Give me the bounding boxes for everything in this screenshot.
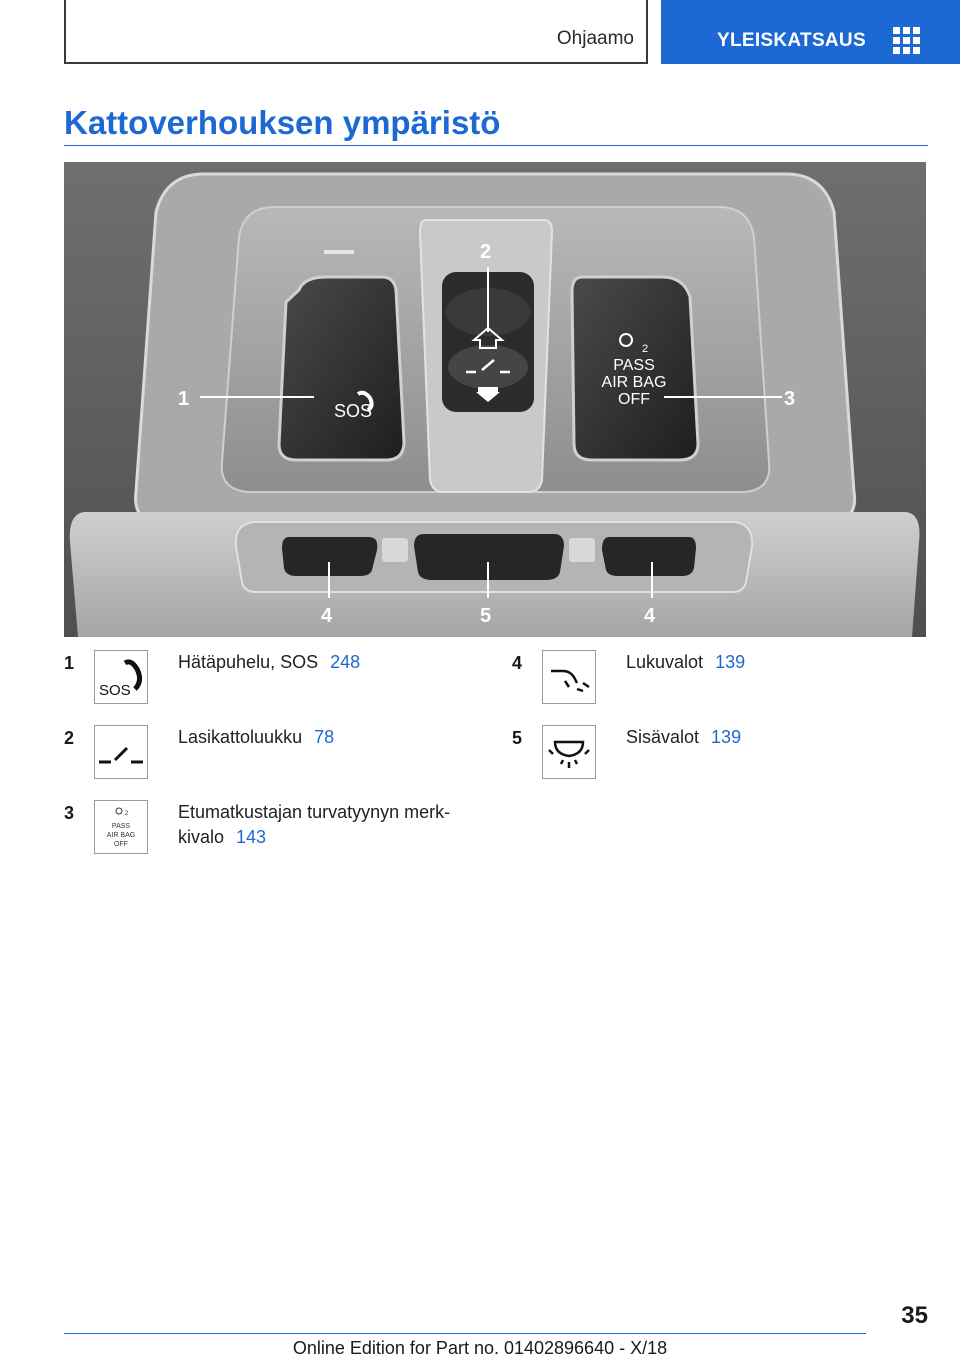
page-ref-link[interactable]: 248 bbox=[330, 652, 361, 672]
page-ref-link[interactable]: 143 bbox=[236, 827, 267, 847]
footer-edition: Online Edition for Part no. 01402896640 - X/18 bbox=[292, 1338, 668, 1358]
legend-number: 4 bbox=[512, 653, 523, 673]
svg-text:2: 2 bbox=[125, 811, 129, 817]
airbag-label-line-3: OFF bbox=[618, 391, 650, 408]
header-chapter-title: YLEISKATSAUS bbox=[717, 30, 866, 51]
legend-number: 3 bbox=[64, 803, 75, 823]
reading-light-icon bbox=[542, 650, 596, 704]
svg-text:OFF: OFF bbox=[114, 841, 128, 848]
grid-menu-icon[interactable] bbox=[893, 27, 921, 55]
legend-number: 2 bbox=[64, 728, 75, 748]
interior-light-icon bbox=[542, 725, 596, 779]
page-ref-link[interactable]: 139 bbox=[711, 727, 742, 747]
page-title: Kattoverhouksen ympäristö bbox=[64, 104, 501, 141]
svg-text:SOS: SOS bbox=[99, 682, 131, 699]
svg-text:2: 2 bbox=[642, 343, 649, 355]
svg-text:PASS: PASS bbox=[111, 823, 131, 830]
title-divider bbox=[64, 145, 928, 146]
legend-item-text: Etumatkustajan turvatyynyn merk- kivalo 143 bbox=[178, 802, 451, 847]
callout-5: 5 bbox=[480, 605, 492, 627]
callout-1: 1 bbox=[178, 388, 190, 410]
legend-item-text: Sisävalot 139 bbox=[626, 727, 742, 747]
airbag-off-icon bbox=[94, 800, 148, 854]
sos-icon bbox=[94, 650, 148, 704]
header-chapter-tab[interactable] bbox=[661, 0, 960, 64]
page-ref-link[interactable]: 78 bbox=[314, 727, 335, 747]
sunroof-icon bbox=[94, 725, 148, 779]
legend-item-text: Lasikattoluukku 78 bbox=[178, 727, 335, 747]
airbag-label-line-2: AIR BAG bbox=[601, 374, 667, 391]
header-section-title: Ohjaamo bbox=[556, 28, 634, 49]
page-number: 35 bbox=[901, 1302, 928, 1329]
callout-4-left: 4 bbox=[321, 605, 333, 627]
airbag-label-line-1: PASS bbox=[613, 357, 655, 374]
svg-text:AIR BAG: AIR BAG bbox=[106, 832, 136, 839]
overhead-console-illustration bbox=[64, 162, 926, 637]
legend-item-text: Hätäpuhelu, SOS 248 bbox=[178, 652, 361, 672]
page-ref-link[interactable]: 139 bbox=[715, 652, 746, 672]
legend-item-text: Lukuvalot 139 bbox=[626, 652, 746, 672]
callout-3: 3 bbox=[784, 388, 796, 410]
legend-number: 1 bbox=[64, 653, 75, 673]
footer-divider bbox=[64, 1333, 866, 1334]
header-section-box bbox=[64, 0, 648, 64]
legend-number: 5 bbox=[512, 728, 523, 748]
callout-2: 2 bbox=[480, 241, 492, 263]
callout-4-right: 4 bbox=[644, 605, 656, 627]
sos-button-label: SOS bbox=[334, 401, 373, 421]
